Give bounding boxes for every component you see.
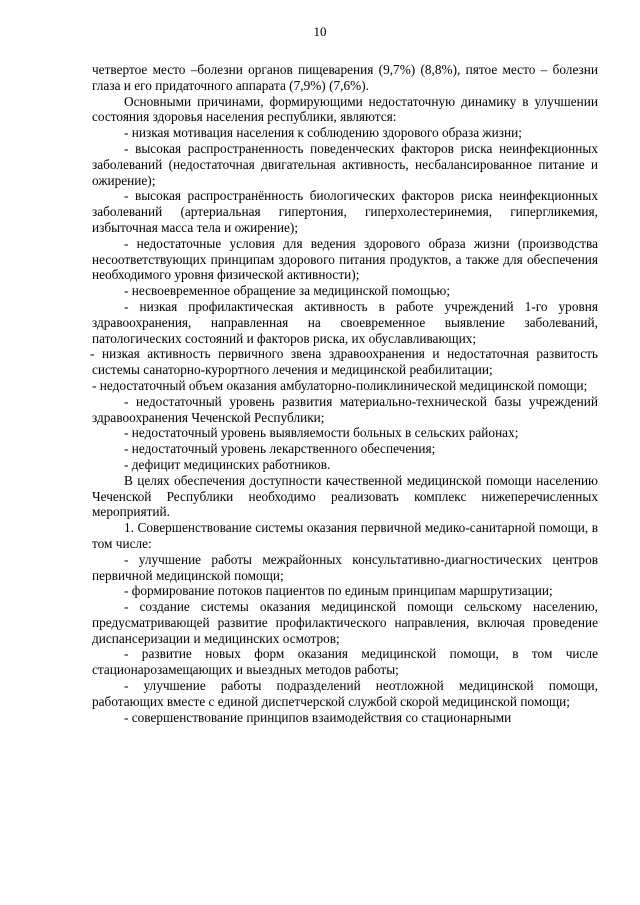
list-item: - развитие новых форм оказания медицинской помощи, в том числе стационарозамещающих и выездных методов работы; <box>92 646 598 678</box>
list-item: - низкая мотивация населения к соблюдению здорового образа жизни; <box>124 125 522 141</box>
list-item: - создание системы оказания медицинской помощи сельскому населению, предусматривающей развитие профилактического направления, включая проведение диспансеризации и медицинских осмотров; <box>92 599 598 646</box>
document-body <box>92 62 598 725</box>
list-item: - низкая профилактическая активность в работе учреждений 1-го уровня здравоохранения, направленная на своевременное выявление заболеваний, патологических состояний и факторов риска, их обуславливающих; <box>92 298 598 346</box>
list-item: - улучшение работы межрайонных консультативно-диагностических центров первичной медицинской помощи; <box>92 551 598 583</box>
list-item: - несвоевременное обращение за медицинской помощью; <box>124 283 451 299</box>
list-item: - формирование потоков пациентов по единым принципам маршрутизации; <box>124 583 553 599</box>
list-item: - недостаточный уровень лекарственного обеспечения; <box>124 441 436 457</box>
list-item: - высокая распространённость биологических факторов риска неинфекционных заболеваний (артериальная гипертония, гиперхолестеринемия, гипергликемия, избыточная масса тела и ожирение); <box>92 188 598 235</box>
list-item: - недостаточный объем оказания амбулаторно-поликлинической медицинской помощи; <box>92 377 588 393</box>
paragraph-continuation: четвертое место –болезни органов пищеварения (9,7%) (8,8%), пятое место – болезни глаза и его придаточного аппарата (7,9%) (7,6%). <box>92 62 598 93</box>
list-item: - дефицит медицинских работников. <box>124 456 331 472</box>
list-item: - низкая активность первичного звена здравоохранения и недостаточная развитость системы санаторно-курортного лечения и медицинской реабилитации; <box>90 346 598 378</box>
list-item: - совершенствование принципов взаимодействия со стационарными <box>124 709 512 725</box>
list-item: - улучшение работы подразделений неотложной медицинской помощи, работающих вместе с единой диспетчерской службой скорой медицинской помощи; <box>92 678 598 709</box>
list-item: - недостаточные условия для ведения здорового образа жизни (производства несоответствующих принципам здорового питания продуктов, а также для обеспечения необходимого уровня физической активности); <box>92 235 598 283</box>
page-number: 10 <box>313 24 327 39</box>
list-item: - недостаточный уровень развития материально-технической базы учреждений здравоохранения Чеченской Республики; <box>92 393 598 425</box>
section-heading-1: 1. Совершенствование системы оказания первичной медико-санитарной помощи, в том числе: <box>92 520 598 551</box>
paragraph-measures-intro: В целях обеспечения доступности качественной медицинской помощи населению Чеченской Республики необходимо реализовать комплекс нижеперечисленных мероприятий. <box>92 472 598 520</box>
list-item: - высокая распространенность поведенческих факторов риска неинфекционных заболеваний (недостаточная двигательная активность, несбалансированное питание и ожирение); <box>92 140 598 188</box>
paragraph-causes-intro: Основными причинами, формирующими недостаточную динамику в улучшении состояния здоровья населения республики, являются: <box>92 93 598 125</box>
list-item: - недостаточный уровень выявляемости больных в сельских районах; <box>124 425 519 441</box>
